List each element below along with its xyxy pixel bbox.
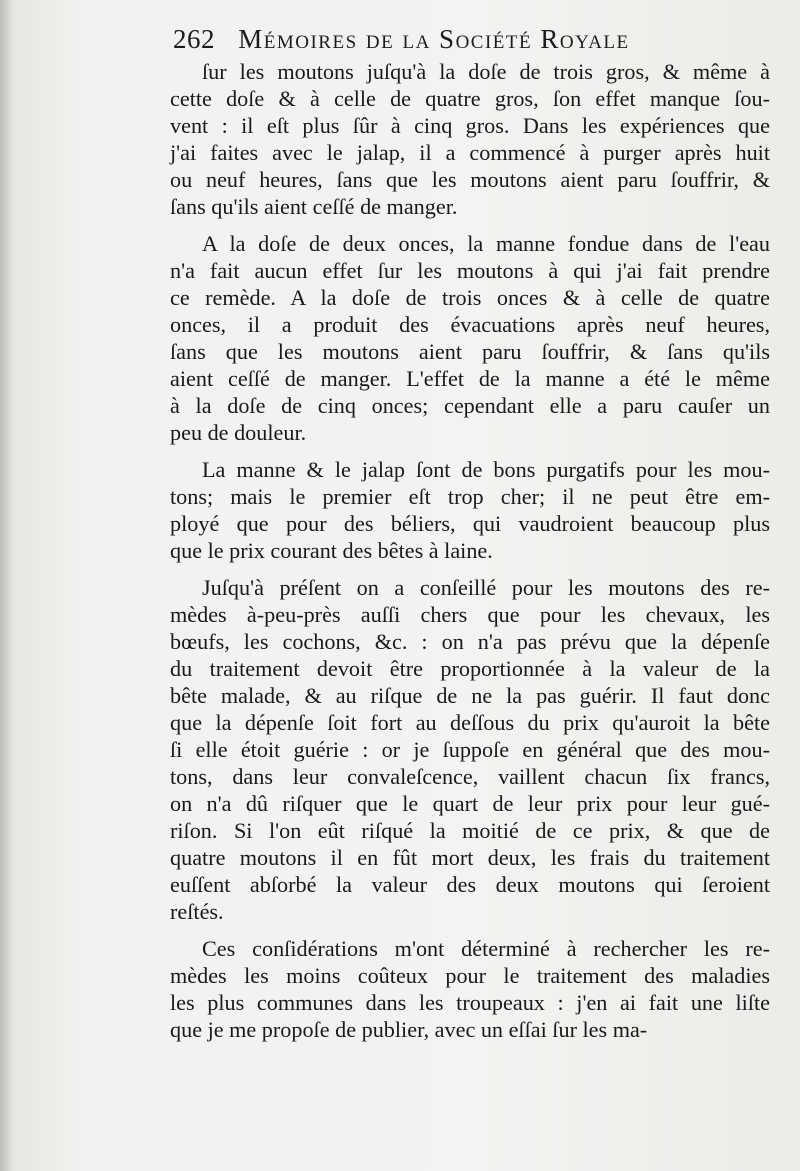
text-line: reſtés. [170,899,224,924]
paragraph [170,456,770,564]
text-line: ſans qu'ils aient ceſſé de manger. [170,194,458,219]
text-line: que je me propoſe de publier, avec un eſſai ſur les ma- [170,1017,648,1042]
text-line: riſon. Si l'on eût riſqué la moitié de ce prix, & que de [170,818,770,843]
text-line: j'ai faites avec le jalap, il a commencé à purger après huit [170,140,770,165]
text-line: ſi elle étoit guérie : or je ſuppoſe en général que des mou- [170,737,770,762]
text-line: quatre moutons il en fût mort deux, les frais du traitement [170,845,770,870]
body-text [170,58,770,1043]
text-line: ſans que les moutons aient paru ſouffrir, & ſans qu'ils [170,339,770,364]
text-line: cette doſe & à celle de quatre gros, ſon effet manque ſou- [170,86,770,111]
text-line: ployé que pour des béliers, qui vaudroient beaucoup plus [170,511,770,536]
text-line: ſur les moutons juſqu'à la doſe de trois gros, & même à [202,59,770,84]
paragraph-gap [170,925,770,935]
paragraph [170,58,770,220]
text-line: bœufs, les cochons, &c. : on n'a pas prévu que la dépenſe [170,629,770,654]
text-line: du traitement devoit être proportionnée à la valeur de la [170,656,770,681]
text-line: La manne & le jalap ſont de bons purgatifs pour les mou- [202,457,770,482]
paragraph [170,574,770,925]
text-line: n'a fait aucun effet ſur les moutons à qui j'ai fait prendre [170,258,770,283]
text-line: mèdes les moins coûteux pour le traitement des maladies [170,963,770,988]
text-line: Ces conſidérations m'ont déterminé à rechercher les re- [202,936,770,961]
text-line: ou neuf heures, ſans que les moutons aient paru ſouffrir, & [170,167,770,192]
paragraph [170,935,770,1043]
paragraph [170,230,770,446]
text-line: vent : il eſt plus ſûr à cinq gros. Dans les expériences que [170,113,770,138]
text-line: aient ceſſé de manger. L'effet de la manne a été le même [170,366,770,391]
paragraph-gap [170,220,770,230]
running-head-title: Mémoires de la Société Royale [238,24,630,54]
text-line: bête malade, & au riſque de ne la pas guérir. Il faut donc [170,683,770,708]
text-line: on n'a dû riſquer que le quart de leur prix pour leur gué- [170,791,770,816]
text-line: Juſqu'à préſent on a conſeillé pour les moutons des re- [202,575,770,600]
running-head [173,24,733,55]
text-line: ce remède. A la doſe de trois onces & à celle de quatre [170,285,770,310]
text-line: tons, dans leur convaleſcence, vaillent chacun ſix francs, [170,764,770,789]
text-line: que le prix courant des bêtes à laine. [170,538,493,563]
text-line: tons; mais le premier eſt trop cher; il ne peut être em- [170,484,770,509]
page-gutter-shadow [0,0,14,1171]
text-line: peu de douleur. [170,420,307,445]
paragraph-gap [170,446,770,456]
text-line: les plus communes dans les troupeaux : j'en ai fait une liſte [170,990,770,1015]
text-line: onces, il a produit des évacuations après neuf heures, [170,312,770,337]
text-line: que la dépenſe ſoit fort au deſſous du prix qu'auroit la bête [170,710,770,735]
text-line: à la doſe de cinq onces; cependant elle a paru cauſer un [170,393,770,418]
text-line: mèdes à-peu-près auſſi chers que pour les chevaux, les [170,602,770,627]
paragraph-gap [170,564,770,574]
text-line: A la doſe de deux onces, la manne fondue dans de l'eau [202,231,770,256]
page-number: 262 [173,24,215,54]
text-line: euſſent abſorbé la valeur des deux moutons qui ſeroient [170,872,770,897]
